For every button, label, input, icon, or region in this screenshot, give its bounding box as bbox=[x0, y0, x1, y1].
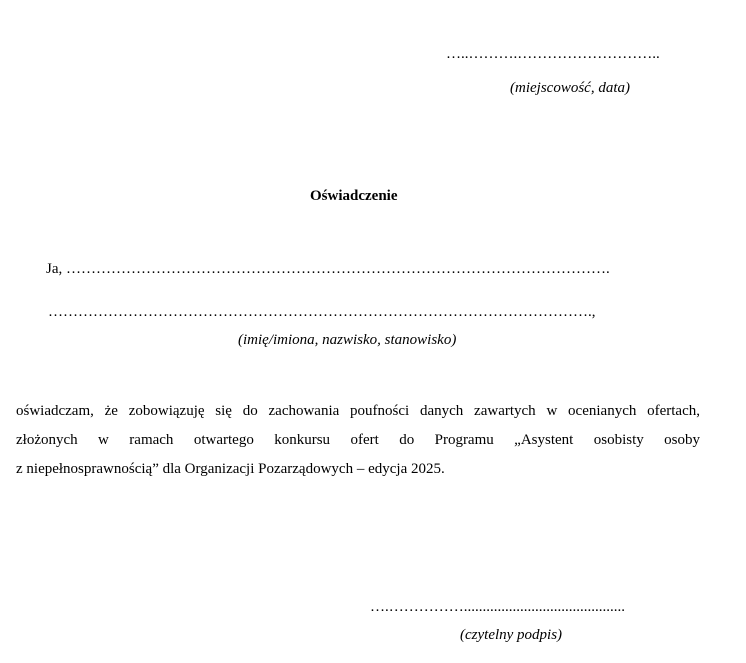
statement-line: oświadczam, że zobowiązuję się do zachowania poufności danych zawartych w ocenianych ofertach, bbox=[16, 403, 700, 419]
document-title: Oświadczenie bbox=[310, 188, 398, 204]
statement-line: złożonych w ramach otwartego konkursu ofert do Programu „Asystent osobisty osoby bbox=[16, 432, 700, 448]
declarant-name-line: Ja, ………………………………………………………………………………………………. bbox=[46, 261, 610, 277]
signature-line: ….……………........................................... bbox=[370, 599, 625, 615]
declarant-name-label: (imię/imiona, nazwisko, stanowisko) bbox=[238, 332, 457, 348]
signature-label: (czytelny podpis) bbox=[460, 627, 563, 643]
statement-line: z niepełnosprawnością” dla Organizacji Pozarządowych – edycja 2025. bbox=[16, 461, 445, 477]
place-date-label: (miejscowość, data) bbox=[510, 80, 630, 96]
declarant-name-line-continued: ………………………………………………………………………………………………., bbox=[48, 304, 596, 320]
place-date-line: …..……….……………………….. bbox=[446, 46, 660, 62]
